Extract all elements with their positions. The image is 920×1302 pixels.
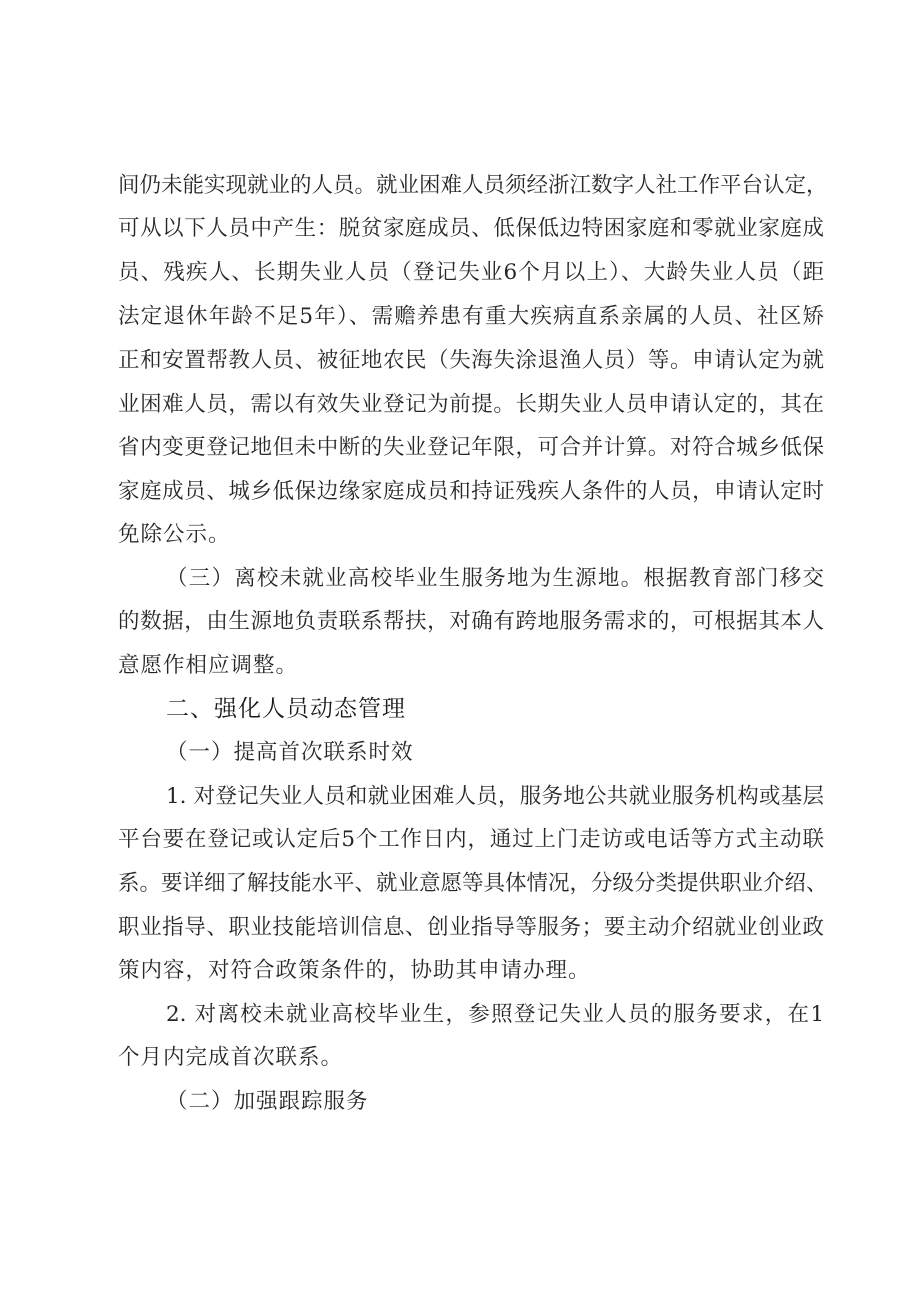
text-line: 正和安置帮教人员、被征地农民（失海失涂退渔人员）等。申请认定为就 xyxy=(118,348,824,373)
text-line: 免除公示。 xyxy=(118,522,231,547)
text-line: 家庭成员、城乡低保边缘家庭成员和持证残疾人条件的人员，申请认定时 xyxy=(118,479,824,504)
text-line: 法定退休年龄不足5年）、需赡养患有重大疾病直系亲属的人员、社区矫 xyxy=(118,304,824,329)
text-line: 员、残疾人、长期失业人员（登记失业6个月以上）、大龄失业人员（距 xyxy=(118,260,824,285)
text-line: 省内变更登记地但未中断的失业登记年限，可合并计算。对符合城乡低保 xyxy=(118,435,824,460)
text-line: 职业指导、职业技能培训信息、创业指导等服务；要主动介绍就业创业政 xyxy=(118,915,824,940)
text-line: 业困难人员，需以有效失业登记为前提。长期失业人员申请认定的，其在 xyxy=(118,392,824,417)
text-line: 平台要在登记或认定后5个工作日内，通过上门走访或电话等方式主动联 xyxy=(118,827,824,852)
text-line: 间仍未能实现就业的人员。就业困难人员须经浙江数字人社工作平台认定， xyxy=(118,173,828,198)
text-line: 系。要详细了解技能水平、就业意愿等具体情况，分级分类提供职业介绍、 xyxy=(118,871,828,896)
text-line: 策内容，对符合政策条件的，协助其申请办理。 xyxy=(118,958,591,983)
text-line: 意愿作相应调整。 xyxy=(118,653,299,678)
subsection-heading: （二）加强跟踪服务 xyxy=(166,1089,369,1114)
section-heading: 二、强化人员动态管理 xyxy=(166,696,406,722)
text-line: 2. 对离校未就业高校毕业生，参照登记失业人员的服务要求，在1 xyxy=(166,1002,824,1027)
text-line: （三）离校未就业高校毕业生服务地为生源地。根据教育部门移交 xyxy=(166,566,824,591)
text-line: 的数据，由生源地负责联系帮扶，对确有跨地服务需求的，可根据其本人 xyxy=(118,609,824,634)
subsection-heading: （一）提高首次联系时效 xyxy=(166,740,414,765)
text-line: 1. 对登记失业人员和就业困难人员，服务地公共就业服务机构或基层 xyxy=(166,784,824,809)
text-line: 个月内完成首次联系。 xyxy=(118,1045,344,1070)
text-line: 可从以下人员中产生：脱贫家庭成员、低保低边特困家庭和零就业家庭成 xyxy=(118,216,824,241)
